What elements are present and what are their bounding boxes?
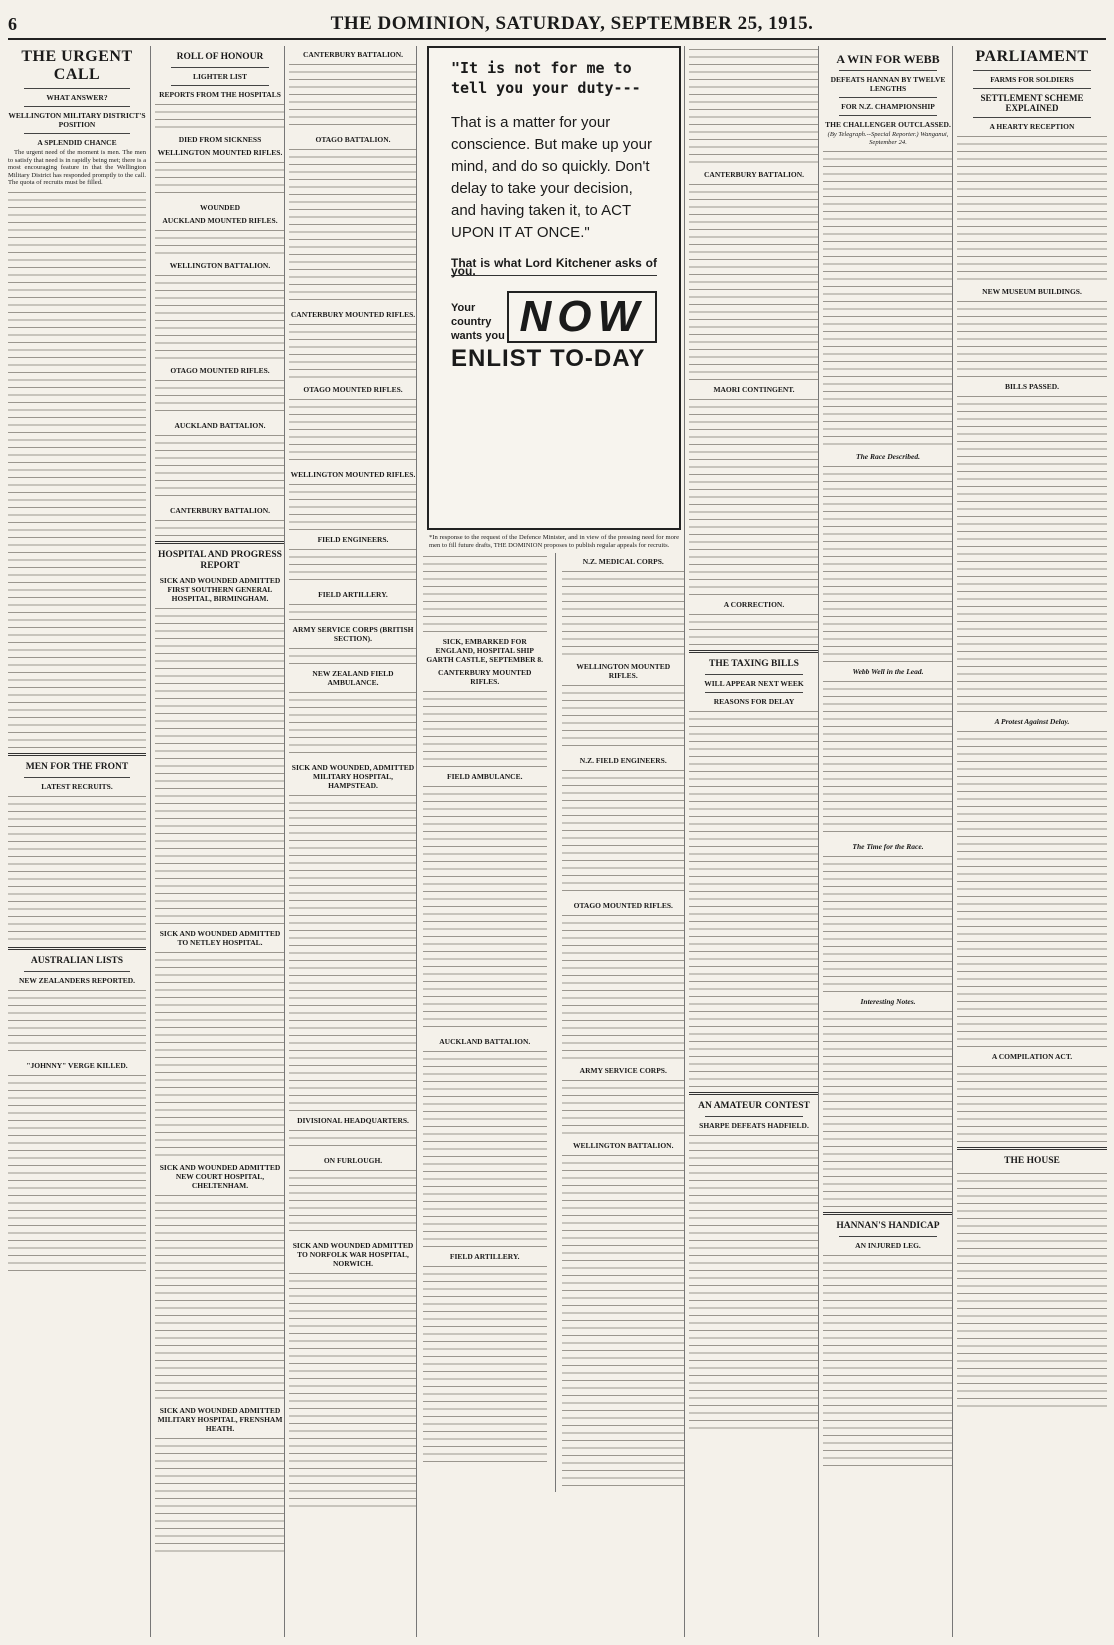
ad-quote: "It is not for me to tell you your duty--- bbox=[451, 59, 641, 97]
body-text-block bbox=[289, 61, 417, 131]
body-text-block bbox=[8, 189, 146, 749]
subhead-died-sickness: DIED FROM SICKNESS bbox=[178, 135, 262, 144]
subhead-protest-delay: A Protest Against Delay. bbox=[994, 717, 1070, 726]
subhead-birmingham: SICK AND WOUNDED ADMITTED FIRST SOUTHERN GENERAL HOSPITAL, BIRMINGHAM. bbox=[159, 576, 281, 603]
body-text-block bbox=[155, 377, 285, 417]
headline-the-house: THE HOUSE bbox=[1004, 1156, 1060, 1166]
unit-heading: AUCKLAND BATTALION. bbox=[439, 1037, 531, 1046]
body-text-block bbox=[289, 321, 417, 381]
ad-call-to-action bbox=[451, 291, 657, 343]
subhead-district-position: WELLINGTON MILITARY DISTRICT'S POSITION bbox=[8, 111, 146, 129]
body-text-block bbox=[823, 148, 953, 448]
subhead-bills-passed: BILLS PASSED. bbox=[1004, 382, 1060, 391]
body-text-block bbox=[8, 987, 146, 1057]
subhead-sharpe-hadfield: SHARPE DEFEATS HADFIELD. bbox=[699, 1121, 809, 1130]
body-text-block bbox=[957, 1170, 1107, 1410]
body-text-block bbox=[823, 1008, 953, 1208]
ad-attribution: That is what Lord Kitchener asks of you. bbox=[451, 256, 657, 278]
unit-heading: CANTERBURY BATTALION. bbox=[169, 506, 271, 515]
body-text-block bbox=[957, 1063, 1107, 1143]
ad-enlist-today: ENLIST TO-DAY bbox=[451, 345, 646, 372]
subhead-reasons-delay: REASONS FOR DELAY bbox=[713, 697, 795, 706]
body-text-block bbox=[289, 1167, 417, 1237]
subhead-hearty-reception: A HEARTY RECEPTION bbox=[989, 122, 1075, 131]
body-text-block bbox=[423, 688, 547, 768]
unit-heading: CANTERBURY BATTALION. bbox=[302, 50, 404, 59]
subhead-on-furlough: ON FURLOUGH. bbox=[323, 1156, 383, 1165]
column-casualty-lists bbox=[284, 46, 421, 1637]
subhead-nz-championship: FOR N.Z. CHAMPIONSHIP bbox=[841, 102, 935, 111]
dateline: (By Telegraph.--Special Reporter.) Wanganui, September 24. bbox=[827, 131, 949, 146]
subhead-wounded: WOUNDED bbox=[199, 203, 240, 212]
body-text-block bbox=[423, 783, 547, 1033]
body-text-block bbox=[423, 1048, 547, 1248]
body-text-block bbox=[689, 46, 819, 166]
subhead-johnny-verge: "JOHNNY" VERGE KILLED. bbox=[26, 1060, 128, 1070]
body-text-block bbox=[155, 605, 285, 925]
unit-heading: WELLINGTON MOUNTED RIFLES. bbox=[157, 148, 283, 157]
body-text-block bbox=[689, 611, 819, 646]
subhead-correction: A CORRECTION. bbox=[723, 600, 785, 609]
subhead-garth-castle: SICK, EMBARKED FOR ENGLAND, HOSPITAL SHIP GARTH CASTLE, SEPTEMBER 8. bbox=[426, 637, 544, 664]
subhead-hampstead: SICK AND WOUNDED, ADMITTED MILITARY HOSPITAL, HAMPSTEAD. bbox=[291, 763, 415, 790]
column-parliament bbox=[952, 46, 1111, 1637]
body-text-block bbox=[689, 708, 819, 1088]
headline-taxing-bills: THE TAXING BILLS bbox=[709, 659, 799, 669]
headline-roll-of-honour: ROLL OF HONOUR bbox=[176, 52, 264, 62]
column-recruiting-ad bbox=[416, 46, 691, 1637]
ad-now: NOW bbox=[507, 291, 657, 343]
body-text-block bbox=[957, 728, 1107, 1048]
unit-heading: FIELD ARTILLERY. bbox=[449, 1252, 520, 1261]
subhead-cheltenham: SICK AND WOUNDED ADMITTED NEW COURT HOSPITAL, CHELTENHAM. bbox=[159, 1163, 281, 1190]
newspaper-title: THE DOMINION, SATURDAY, SEPTEMBER 25, 1915. bbox=[330, 13, 814, 34]
subhead-farms-for-soldiers: FARMS FOR SOLDIERS bbox=[990, 75, 1074, 84]
body-text-block bbox=[155, 101, 285, 131]
body-text-block bbox=[562, 1077, 686, 1137]
body-text-block bbox=[155, 949, 285, 1159]
body-text-block bbox=[289, 1270, 417, 1510]
body-text-block bbox=[562, 682, 686, 752]
page-number: 6 bbox=[8, 13, 18, 34]
unit-heading: N.Z. FIELD ENGINEERS. bbox=[579, 756, 667, 765]
body-text-block bbox=[8, 793, 146, 943]
body-text-block bbox=[155, 1192, 285, 1402]
ad-country-wants-you: Your country wants you bbox=[451, 302, 505, 342]
column-taxing-bills bbox=[684, 46, 823, 1637]
headline-men-for-front: MEN FOR THE FRONT bbox=[25, 761, 129, 772]
body-text-block bbox=[823, 1252, 953, 1472]
unit-heading: CANTERBURY MOUNTED RIFLES. bbox=[290, 310, 416, 319]
unit-heading: OTAGO MOUNTED RIFLES. bbox=[170, 366, 270, 375]
body-text-block bbox=[689, 181, 819, 381]
recruiting-advertisement bbox=[427, 46, 681, 530]
subhead-settlement-scheme: SETTLEMENT SCHEME EXPLAINED bbox=[980, 93, 1084, 113]
body-text-block bbox=[289, 146, 417, 306]
column-win-for-webb bbox=[818, 46, 957, 1637]
subhead-interesting-notes: Interesting Notes. bbox=[860, 997, 916, 1006]
subhead-compilation-act: A COMPILATION ACT. bbox=[991, 1052, 1073, 1061]
unit-heading: AUCKLAND BATTALION. bbox=[174, 421, 266, 430]
body-text-block bbox=[957, 133, 1107, 283]
column-urgent-call bbox=[8, 46, 150, 1637]
body-text-block bbox=[562, 767, 686, 897]
body-text-block bbox=[155, 517, 285, 537]
body-text-block bbox=[155, 159, 285, 199]
unit-heading: AUCKLAND MOUNTED RIFLES. bbox=[162, 216, 278, 225]
subhead-appear-next-week: WILL APPEAR NEXT WEEK bbox=[704, 679, 804, 688]
subhead-webb-lead: Webb Well in the Lead. bbox=[852, 667, 924, 676]
headline-parliament: PARLIAMENT bbox=[975, 48, 1089, 65]
body-text-block bbox=[823, 463, 953, 663]
subhead-norwich: SICK AND WOUNDED ADMITTED TO NORFOLK WAR HOSPITAL, NORWICH. bbox=[292, 1241, 414, 1268]
unit-heading: MAORI CONTINGENT. bbox=[713, 385, 795, 394]
unit-heading: CANTERBURY BATTALION. bbox=[703, 170, 805, 179]
subhead-challenger-outclassed: THE CHALLENGER OUTCLASSED. bbox=[825, 120, 951, 129]
subhead-museum-buildings: NEW MUSEUM BUILDINGS. bbox=[982, 287, 1082, 296]
unit-heading: WELLINGTON BATTALION. bbox=[573, 1141, 674, 1150]
subhead-divisional-hq: DIVISIONAL HEADQUARTERS. bbox=[297, 1116, 409, 1125]
subhead-time-for-race: The Time for the Race. bbox=[852, 842, 924, 851]
column-roll-of-honour bbox=[150, 46, 289, 1637]
body-text-block bbox=[289, 396, 417, 466]
unit-heading: OTAGO MOUNTED RIFLES. bbox=[303, 385, 403, 394]
unit-heading: CANTERBURY MOUNTED RIFLES. bbox=[438, 668, 532, 686]
unit-heading: FIELD ARTILLERY. bbox=[318, 590, 388, 599]
unit-heading: N.Z. MEDICAL CORPS. bbox=[582, 557, 664, 566]
unit-heading: OTAGO MOUNTED RIFLES. bbox=[573, 901, 673, 910]
headline-urgent-call: THE URGENT CALL bbox=[21, 48, 133, 83]
subhead-splendid-chance: A SPLENDID CHANCE bbox=[37, 138, 117, 147]
unit-heading: OTAGO BATTALION. bbox=[315, 135, 391, 144]
ad-caption: *In response to the request of the Defence Minister, and in view of the pressing need for more men to fill future drafts, THE DOMINION proposes to publish regular appeals for recruits. bbox=[429, 534, 679, 549]
unit-heading: ARMY SERVICE CORPS (BRITISH SECTION). bbox=[292, 625, 414, 643]
body-text-block bbox=[823, 678, 953, 838]
body-text-block bbox=[8, 1072, 146, 1272]
unit-heading: WELLINGTON MOUNTED RIFLES. bbox=[576, 662, 671, 680]
body-text-block bbox=[289, 601, 417, 621]
ad-body: That is a matter for your conscience. But make up your mind, and do so quickly. Don't delay to take your decision, and having taken it, to ACT UPON IT AT ONCE." bbox=[451, 114, 652, 241]
headline-win-for-webb: A WIN FOR WEBB bbox=[836, 52, 940, 66]
body-text-block bbox=[289, 481, 417, 531]
subhead-hospital-reports: REPORTS FROM THE HOSPITALS bbox=[159, 90, 281, 99]
subhead-netley: SICK AND WOUNDED ADMITTED TO NETLEY HOSPITAL. bbox=[159, 929, 281, 947]
unit-heading: FIELD AMBULANCE. bbox=[447, 772, 523, 781]
unit-heading: NEW ZEALAND FIELD AMBULANCE. bbox=[312, 669, 394, 687]
body-text-block bbox=[562, 1152, 686, 1492]
body-text-block bbox=[689, 396, 819, 596]
body-text-block bbox=[562, 568, 686, 658]
headline-hospital-report: HOSPITAL AND PROGRESS REPORT bbox=[158, 550, 282, 571]
masthead bbox=[8, 10, 1106, 40]
body-text-block bbox=[155, 1435, 285, 1555]
subhead-race-described: The Race Described. bbox=[856, 452, 920, 461]
body-text-block bbox=[289, 546, 417, 586]
subhead-twelve-lengths: DEFEATS HANNAN BY TWELVE LENGTHS bbox=[830, 75, 946, 93]
unit-heading: WELLINGTON MOUNTED RIFLES. bbox=[290, 470, 416, 479]
subhead-injured-leg: AN INJURED LEG. bbox=[855, 1241, 921, 1250]
unit-heading: ARMY SERVICE CORPS. bbox=[579, 1066, 667, 1075]
unit-heading: WELLINGTON BATTALION. bbox=[169, 261, 271, 270]
headline-amateur-contest: AN AMATEUR CONTEST bbox=[698, 1101, 810, 1111]
body-text-block bbox=[155, 432, 285, 502]
body-text-block bbox=[289, 689, 417, 759]
subhead-new-zealanders: NEW ZEALANDERS REPORTED. bbox=[18, 975, 136, 985]
body-text-block bbox=[957, 298, 1107, 378]
headline-hannans-handicap: HANNAN'S HANDICAP bbox=[836, 1221, 940, 1231]
subhead-latest-recruits: LATEST RECRUITS. bbox=[41, 781, 113, 791]
unit-heading: FIELD ENGINEERS. bbox=[317, 535, 389, 544]
body-text-block bbox=[289, 792, 417, 1112]
body-text-block bbox=[155, 227, 285, 257]
body-text-block bbox=[957, 393, 1107, 713]
body-text-block bbox=[155, 272, 285, 362]
subhead-lighter-list: LIGHTER LIST bbox=[193, 72, 247, 81]
body-text-block bbox=[289, 1127, 417, 1152]
body-text-block bbox=[289, 645, 417, 665]
body-text-block bbox=[689, 1132, 819, 1432]
subhead-what-answer: WHAT ANSWER? bbox=[46, 93, 108, 102]
article-lead: The urgent need of the moment is men. The men to satisfy that need is in rapidly being met; there is a most encouraging feature in that the Wellington Military District has responded promptly to the call. The quota of recruits must be filled. bbox=[8, 149, 146, 186]
subhead-frensham: SICK AND WOUNDED ADMITTED MILITARY HOSPITAL, FRENSHAM HEATH. bbox=[157, 1406, 283, 1433]
body-text-block bbox=[423, 553, 547, 633]
headline-australian-lists: AUSTRALIAN LISTS bbox=[30, 955, 124, 966]
body-text-block bbox=[423, 1263, 547, 1463]
body-text-block bbox=[823, 853, 953, 993]
body-text-block bbox=[562, 912, 686, 1062]
